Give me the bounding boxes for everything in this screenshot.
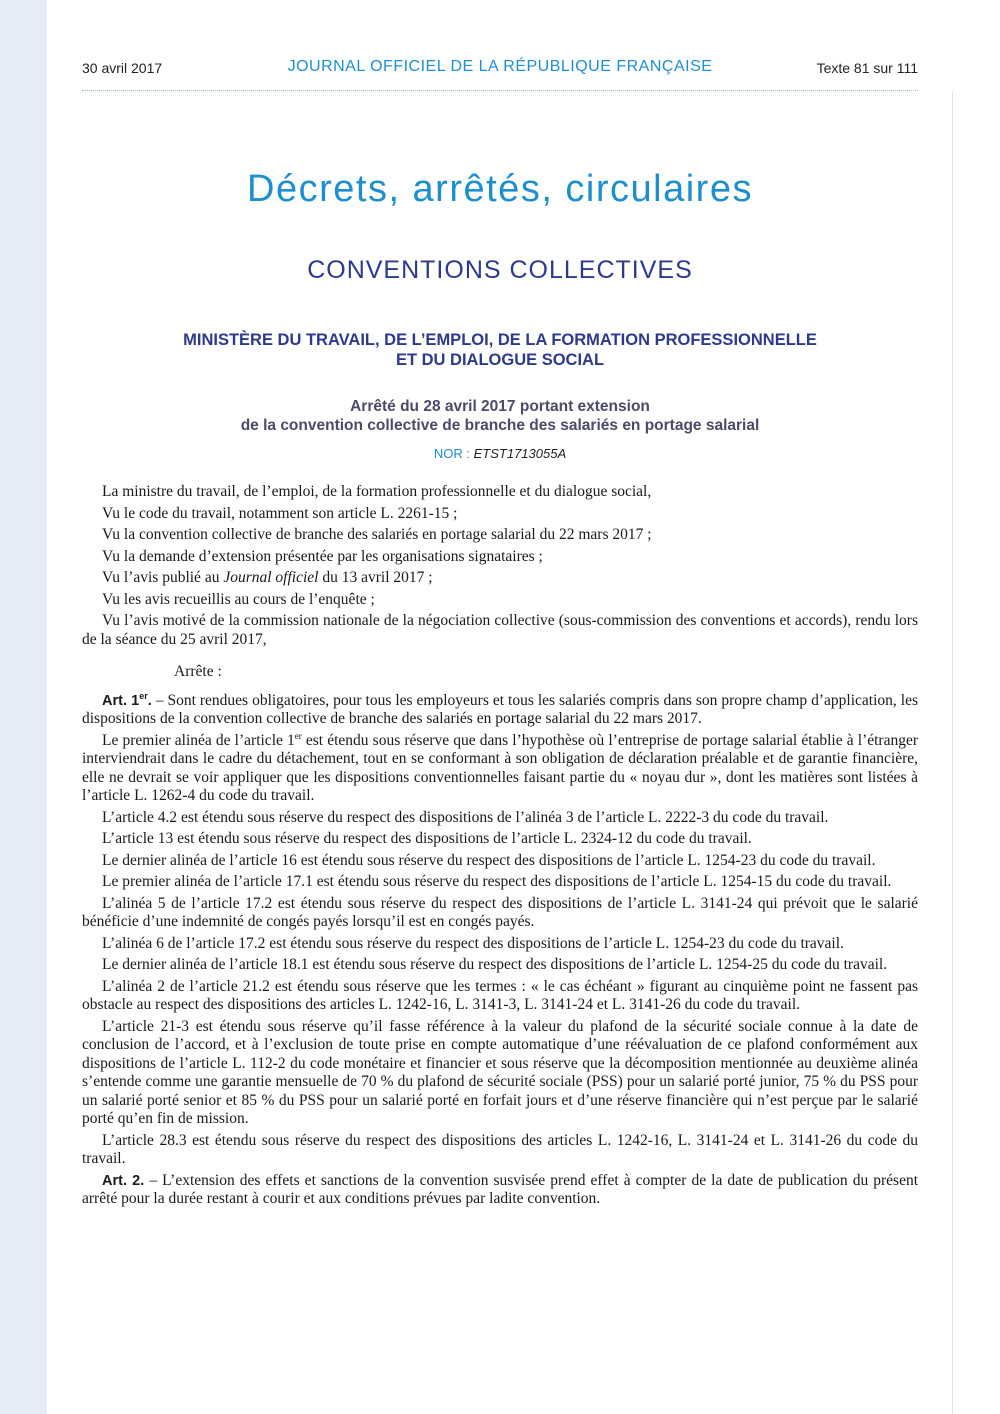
- article-label-end: .: [147, 692, 152, 709]
- header-date: 30 avril 2017: [82, 60, 163, 76]
- visa-item: Vu le code du travail, notamment son article L. 2261-15 ;: [102, 504, 458, 522]
- paragraph-text: est étendu sous réserve que dans l’hypothèse où l’entreprise de portage salarial établie à l’étranger interviendrait dans le cadre du détachement, tout en se conformant à son obligation de déclaration préalable et de garantie financière, elle ne devrait se voir appliquer que les dispositions conventionnelles faisant partie du « noyau dur », dont les matières sont listées à l’article L. 1262-4 du code du travail.: [82, 731, 918, 804]
- ministry-line-2: ET DU DIALOGUE SOCIAL: [395, 351, 605, 369]
- article-2-label: Art. 2.: [102, 1172, 145, 1189]
- article-1-label: [102, 690, 152, 709]
- visa-item: Vu l’avis motivé de la commission nationale de la négociation collective (sous-commission des conventions et accords), rendu lors de la séance du 25 avril 2017,: [82, 612, 918, 648]
- visa-item: Vu les avis recueillis au cours de l’enquête ;: [102, 590, 375, 608]
- reservation-paragraph: L’article 21-3 est étendu sous réserve qu’il fasse référence à la valeur du plafond de la sécurité sociale connue à la date de conclusion de l’accord, et à l’exclusion de toute prise en compte automatique d’une réévaluation de ce plafond conformément aux dispositions de l’article L. 112-2 du code monétaire et financier et sous réserve que la décomposition mentionnée au deuxième alinéa s’entende comme une garantie mensuelle de 70 % du plafond de sécurité sociale (PSS) pour un salarié porté junior, 75 % du PSS pour un salarié porté senior et 85 % du PSS pour un salarié porté en forfait jours et d’une réserve financière qui n’est perçue par le salarié porté qu’en fin de mission.: [82, 1017, 918, 1127]
- arrete-title-line-1: Arrêté du 28 avril 2017 portant extension: [350, 398, 650, 415]
- arrete-word: Arrête :: [174, 663, 222, 680]
- reservation-paragraph: Le dernier alinéa de l’article 16 est étendu sous réserve du respect des dispositions de l’article L. 1254-23 du code du travail.: [102, 851, 876, 869]
- visa-item: [82, 569, 918, 588]
- visa-item: Vu la convention collective de branche des salariés en portage salarial du 22 mars 2017 ;: [102, 526, 652, 543]
- reservation-paragraph: [82, 732, 918, 806]
- reservation-paragraph: Le premier alinéa de l’article 17.1 est étendu sous réserve du respect des dispositions de l’article L. 1254-15 du code du travail.: [102, 873, 892, 890]
- article-label-sup: er: [139, 690, 148, 701]
- reservation-paragraph: L’article 13 est étendu sous réserve du respect des dispositions de l’article L. 2324-12 du code du travail.: [102, 830, 752, 847]
- header-text-number: Texte 81 sur 111: [816, 60, 918, 76]
- ministry-line-1: MINISTÈRE DU TRAVAIL, DE L’EMPLOI, DE LA FORMATION PROFESSIONNELLE: [183, 331, 817, 349]
- reservation-paragraph: L’alinéa 2 de l’article 21.2 est étendu sous réserve que les termes : « le cas échéant » figurant au cinquième point ne fassent pas obstacle au respect des dispositions des articles L. 1242-16, L. 3141-3, L. 3141-24 et L. 3141-26 du code du travail.: [82, 977, 918, 1013]
- paragraph-text: Le premier alinéa de l’article 1: [102, 731, 295, 749]
- reservation-paragraph: L’alinéa 6 de l’article 17.2 est étendu sous réserve du respect des dispositions de l’article L. 1254-23 du code du travail.: [102, 934, 844, 952]
- article-2: [82, 1172, 918, 1209]
- reservation-paragraph: L’alinéa 5 de l’article 17.2 est étendu sous réserve du respect des dispositions de l’article L. 3141-24 qui prévoit que le salarié bénéficie d’une indemnité de congés payés lorsqu’il est en congés payés.: [82, 894, 918, 930]
- article-1-text: – Sont rendues obligatoires, pour tous les employeurs et tous les salariés compris dans son propre champ d’application, les dispositions de la convention collective de branche des salariés en portage salarial du 22 mars 2017.: [82, 691, 918, 727]
- visa-minister: La ministre du travail, de l’emploi, de la formation professionnelle et du dialogue social,: [102, 483, 652, 500]
- ministry-heading: [80, 330, 920, 370]
- page-header: [82, 58, 918, 80]
- header-divider: [82, 90, 918, 91]
- visa-italic-text: Journal officiel: [223, 569, 319, 586]
- article-label-text: Art. 1: [102, 692, 140, 709]
- article-1: [82, 692, 918, 729]
- article-2-text: – L’extension des effets et sanctions de la convention susvisée prend effet à compter de la date de publication du présent arrêté pour la durée restant à courir et aux conditions prévues par ladite convention.: [82, 1171, 918, 1207]
- visa-item: Vu la demande d’extension présentée par les organisations signataires ;: [102, 547, 543, 565]
- visa-text: Vu l’avis publié au: [102, 569, 224, 586]
- visa-text: du 13 avril 2017 ;: [318, 569, 433, 586]
- nor-value: ETST1713055A: [473, 446, 567, 461]
- nor-reference: [80, 446, 920, 461]
- nor-label: NOR :: [433, 446, 474, 461]
- reservation-paragraph: L’article 4.2 est étendu sous réserve du respect des dispositions de l’alinéa 3 de l’article L. 2222-3 du code du travail.: [102, 808, 829, 826]
- reservation-paragraph: L’article 28.3 est étendu sous réserve du respect des dispositions des articles L. 1242-16, L. 3141-24 et L. 3141-26 du code du travail.: [82, 1131, 918, 1167]
- left-margin-band: [0, 0, 47, 1414]
- header-journal-title: JOURNAL OFFICIEL DE LA RÉPUBLIQUE FRANÇAISE: [287, 58, 713, 75]
- page-edge-line: [952, 92, 953, 1414]
- arrete-title: [80, 397, 920, 435]
- reservation-paragraph: Le dernier alinéa de l’article 18.1 est étendu sous réserve du respect des dispositions de l’article L. 1254-25 du code du travail.: [102, 956, 888, 973]
- arrete-title-line-2: de la convention collective de branche des salariés en portage salarial: [240, 417, 760, 434]
- document-body: [82, 483, 918, 1212]
- section-title: Décrets, arrêtés, circulaires: [247, 168, 753, 210]
- subsection-title: CONVENTIONS COLLECTIVES: [307, 256, 693, 284]
- paragraph-sup: er: [294, 730, 302, 741]
